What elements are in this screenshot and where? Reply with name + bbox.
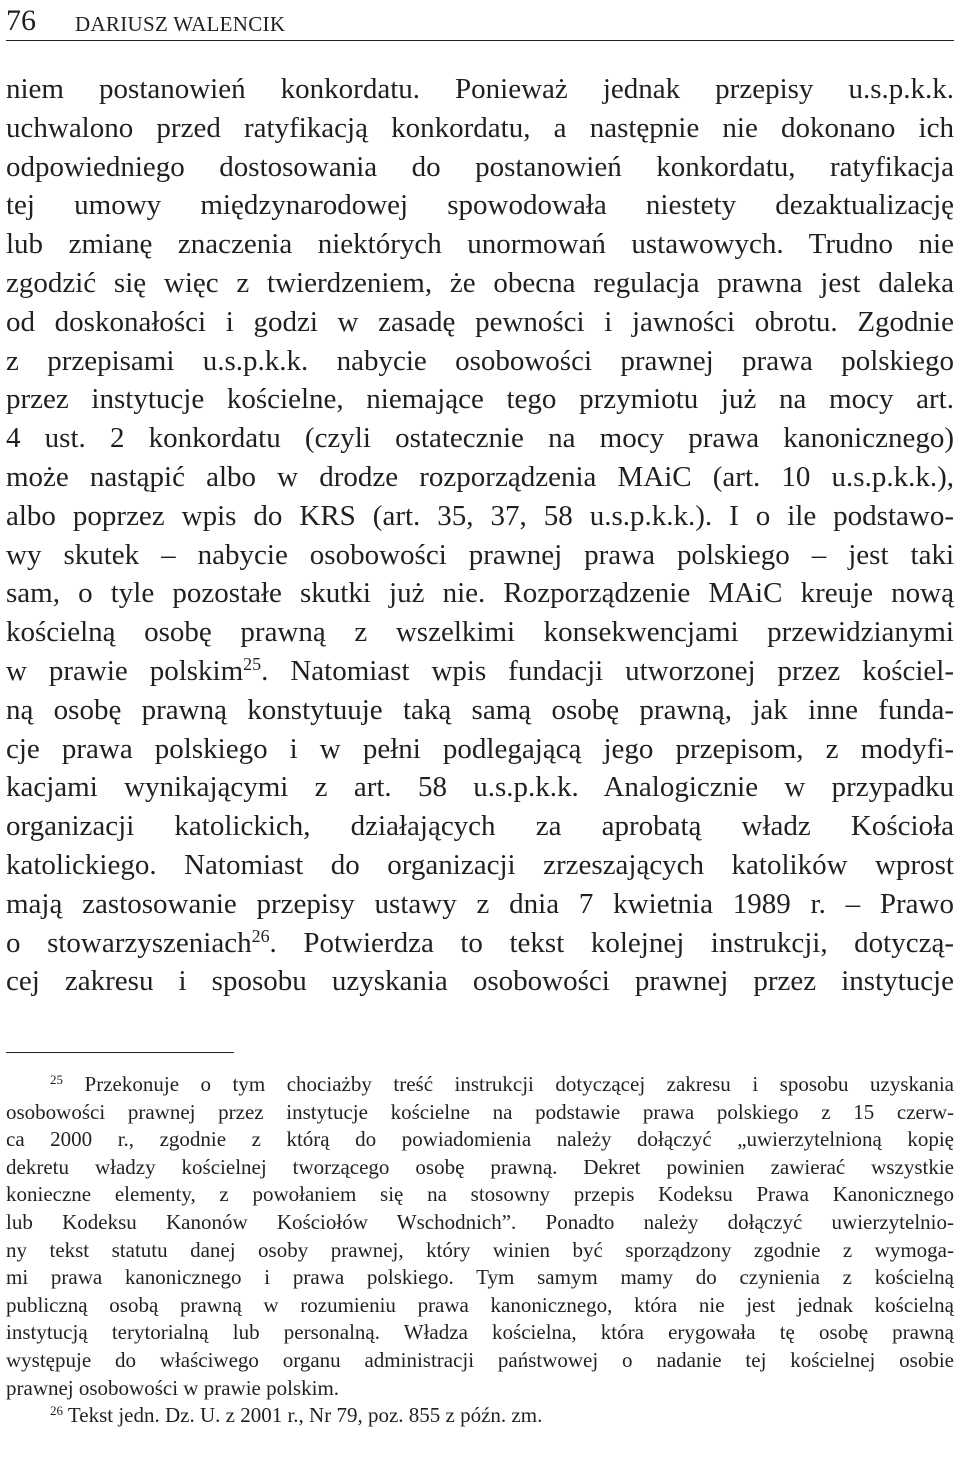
body-line: tej umowy międzynarodowej spowodowała niestety dezaktualizację bbox=[6, 189, 954, 222]
body-line: kacjami wynikającymi z art. 58 u.s.p.k.k. Analogicznie w przypadku bbox=[6, 771, 954, 804]
page-number: 76 bbox=[6, 4, 36, 37]
body-line: odpowiedniego dostosowania do postanowień konkordatu, ratyfikacja bbox=[6, 150, 954, 183]
body-line: cje prawa polskiego i w pełni podlegającą jego przepisom, z modyfi- bbox=[6, 732, 954, 765]
body-line: wy skutek – nabycie osobowości prawnej prawa polskiego – jest taki bbox=[6, 538, 954, 571]
footnote-25-line: prawnej osobowości w prawie polskim. bbox=[6, 1375, 340, 1400]
body-line bbox=[6, 924, 954, 963]
footnote-text: Tekst jedn. Dz. U. z 2001 r., Nr 79, poz. 855 z późn. zm. bbox=[67, 1403, 543, 1428]
footnote-25-line: osobowości prawnej przez instytucje kościelne na podstawie prawa polskiego z 15 czerw- bbox=[6, 1099, 954, 1124]
footnote-25-line: występuje do właściwego organu administracji państwowej o nadanie tej kościelnej osobie bbox=[6, 1347, 954, 1372]
body-line bbox=[6, 652, 954, 691]
footnote-26-line bbox=[6, 1402, 954, 1430]
body-text-segment: w prawie polskim bbox=[6, 654, 244, 687]
footnote-text: Przekonuje o tym chociażby treść instrukcji dotyczącej zakresu i sposobu uzyskania bbox=[84, 1072, 955, 1096]
footnote-25-line: mi prawa kanonicznego i prawa polskiego. Tym samym mamy do czynienia z kościelną bbox=[6, 1265, 954, 1290]
footnote-25-line: konieczne elementy, z powołaniem się na stosowny przepis Kodeksu Prawa Kanonicznego bbox=[6, 1182, 954, 1207]
body-line: od doskonałości i godzi w zasadę pewności i jawności obrotu. Zgodnie bbox=[6, 305, 954, 338]
body-text-segment: . Potwierdza to tekst kolejnej instrukcji, dotyczą- bbox=[269, 926, 954, 959]
body-line: uchwalono przed ratyfikacją konkordatu, a następnie nie dokonano ich bbox=[6, 111, 954, 144]
body-line: niem postanowień konkordatu. Ponieważ jednak przepisy u.s.p.k.k. bbox=[6, 73, 954, 105]
body-line: sam, o tyle pozostałe skutki już nie. Rozporządzenie MAiC kreuje nową bbox=[6, 577, 954, 610]
body-line: lub zmianę znaczenia niektórych unormowań ustawowych. Trudno nie bbox=[6, 228, 954, 261]
body-line: albo poprzez wpis do KRS (art. 35, 37, 58 u.s.p.k.k.). I o ile podstawo- bbox=[6, 499, 954, 532]
footnote-number: 26 bbox=[50, 1402, 64, 1418]
body-line: mają zastosowanie przepisy ustawy z dnia 7 kwietnia 1989 r. – Prawo bbox=[6, 887, 954, 920]
running-head-author: DARIUSZ WALENCIK bbox=[75, 12, 286, 36]
footnote-25-line: ca 2000 r., zgodnie z którą do powiadomienia należy dołączyć „uwierzytelnioną kopię bbox=[6, 1127, 954, 1152]
body-text-segment: o stowarzyszeniach bbox=[6, 926, 252, 959]
footnote-25-line: instytucją terytorialną lub personalną. Władza kościelna, która erygowała tę osobę prawną bbox=[6, 1320, 954, 1345]
body-line: kościelną osobę prawną z wszelkimi konsekwencjami przewidzianymi bbox=[6, 616, 954, 649]
footnote-25-line: lub Kodeksu Kanonów Kościołów Wschodnich”. Ponadto należy dołączyć uwierzytelnio- bbox=[6, 1209, 954, 1234]
footnote-separator bbox=[6, 1052, 234, 1053]
footnote-25-line: publiczną osobą prawną w rozumieniu prawa kanonicznego, która nie jest jednak kościelną bbox=[6, 1292, 954, 1317]
body-text-segment: . Natomiast wpis fundacji utworzonej przez kościel- bbox=[261, 654, 954, 687]
running-header bbox=[6, 4, 954, 41]
body-line: 4 ust. 2 konkordatu (czyli ostatecznie na mocy prawa kanonicznego) bbox=[6, 422, 954, 455]
footnote-ref-26[interactable]: 26 bbox=[251, 925, 270, 946]
body-line: z przepisami u.s.p.k.k. nabycie osobowości prawnej prawa polskiego bbox=[6, 344, 954, 377]
footnotes bbox=[6, 1071, 954, 1430]
body-line: zgodzić się więc z twierdzeniem, że obecna regulacja prawna jest daleka bbox=[6, 266, 954, 299]
footnote-ref-25[interactable]: 25 bbox=[243, 654, 262, 675]
footnote-25-line: dekretu władzy kościelnej tworzącego osobę prawną. Dekret powinien zawierać wszystkie bbox=[6, 1154, 954, 1179]
body-line: ną osobę prawną konstytuuje taką samą osobę prawną, jak inne funda- bbox=[6, 693, 954, 726]
body-line: przez instytucje kościelne, niemające tego przymiotu już na mocy art. bbox=[6, 383, 954, 416]
body-line: organizacji katolickich, działających za aprobatą władz Kościoła bbox=[6, 810, 954, 843]
footnote-25-line bbox=[6, 1071, 954, 1099]
body-line: cej zakresu i sposobu uzyskania osobowości prawnej przez instytucje bbox=[6, 965, 954, 998]
body-text bbox=[6, 70, 954, 1001]
body-line: katolickiego. Natomiast do organizacji zrzeszających katolików wprost bbox=[6, 848, 954, 881]
footnote-number: 25 bbox=[50, 1071, 64, 1087]
body-line: może nastąpić albo w drodze rozporządzenia MAiC (art. 10 u.s.p.k.k.), bbox=[6, 460, 954, 493]
footnote-25-line: ny tekst statutu danej osoby prawnej, który winien być sporządzony zgodnie z wymoga- bbox=[6, 1237, 954, 1262]
